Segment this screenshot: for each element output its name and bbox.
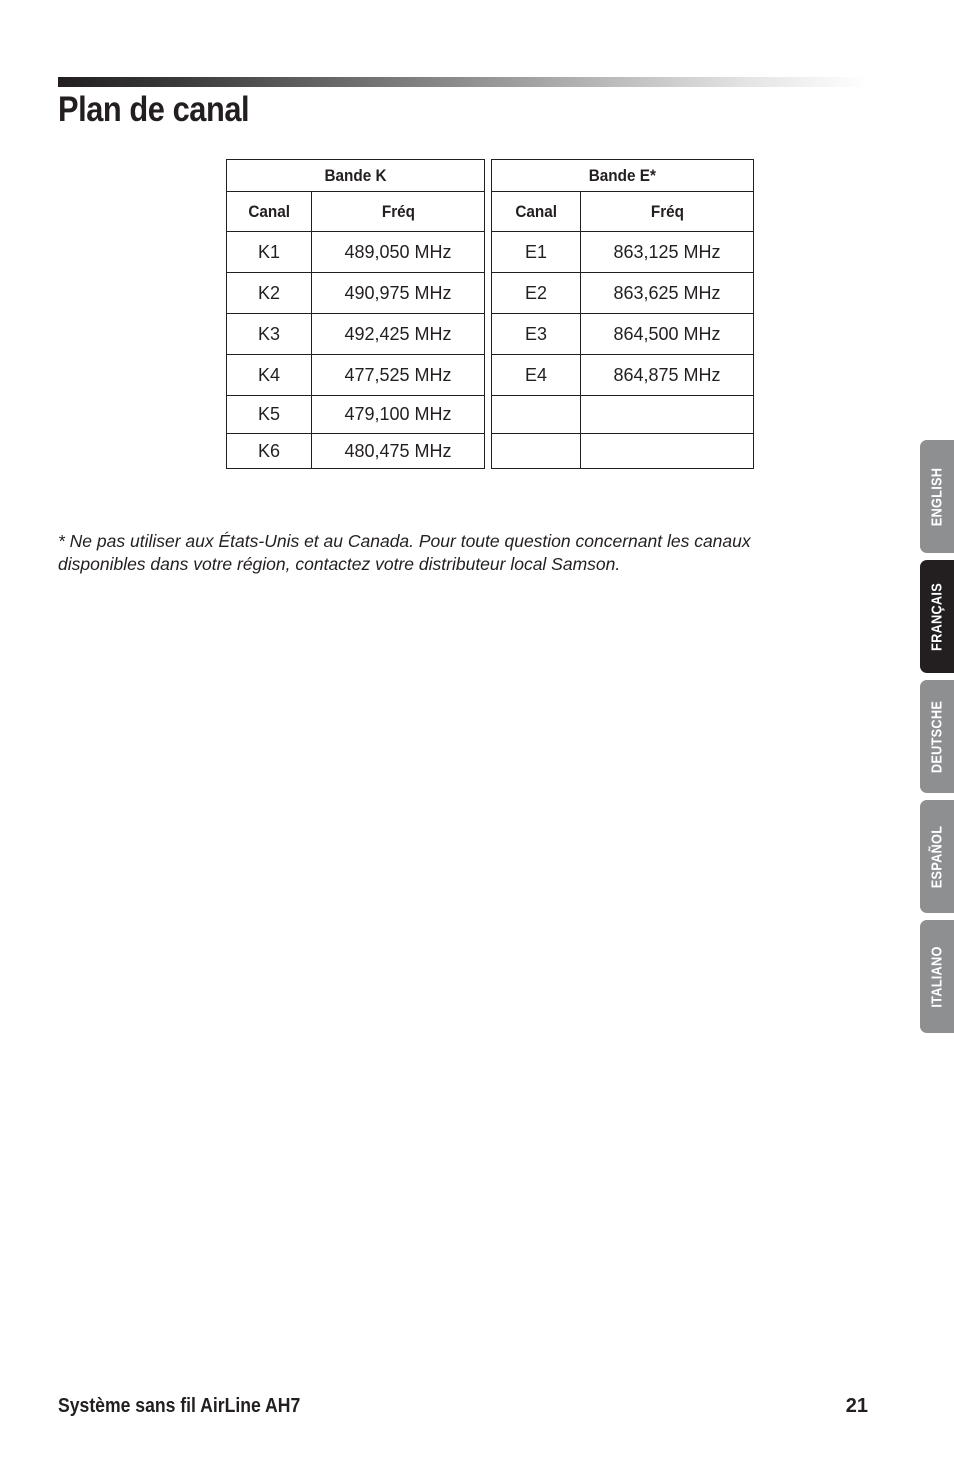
language-tab-italiano[interactable]: [920, 920, 954, 1033]
channel-cell: K1: [227, 232, 312, 273]
table-row: [227, 396, 485, 434]
table-row: [227, 434, 485, 469]
language-tab-espanol[interactable]: [920, 800, 954, 913]
frequency-cell: 477,525 MHz: [312, 355, 485, 396]
language-tab-deutsche[interactable]: [920, 680, 954, 793]
frequency-cell: [581, 396, 754, 434]
table-row: [492, 434, 754, 469]
frequency-cell: 492,425 MHz: [312, 314, 485, 355]
table-row: [227, 355, 485, 396]
frequency-cell: 864,875 MHz: [581, 355, 754, 396]
frequency-cell: 480,475 MHz: [312, 434, 485, 469]
frequency-cell: 863,125 MHz: [581, 232, 754, 273]
channel-cell: K3: [227, 314, 312, 355]
channel-cell: K2: [227, 273, 312, 314]
table-row: [227, 232, 485, 273]
column-header-canal: Canal: [227, 192, 312, 232]
language-tab-english[interactable]: [920, 440, 954, 553]
band-e-title: Bande E*: [492, 160, 754, 192]
footnote: * Ne pas utiliser aux États-Unis et au Canada. Pour toute question concernant les canaux disponibles dans votre région, contactez votre distributeur local Samson.: [58, 531, 751, 574]
channel-cell: E4: [492, 355, 581, 396]
language-tab-label: FRANÇAIS: [928, 582, 946, 651]
channel-cell: E1: [492, 232, 581, 273]
column-header-freq: Fréq: [312, 192, 485, 232]
column-header-canal: Canal: [492, 192, 581, 232]
table-row: [492, 232, 754, 273]
frequency-cell: 490,975 MHz: [312, 273, 485, 314]
page-title: Plan de canal: [58, 90, 250, 129]
frequency-cell: 479,100 MHz: [312, 396, 485, 434]
column-header-freq: Fréq: [581, 192, 754, 232]
language-tab-francais[interactable]: [920, 560, 954, 673]
page-number: 21: [845, 1395, 868, 1417]
frequency-cell: 489,050 MHz: [312, 232, 485, 273]
table-row: [492, 396, 754, 434]
frequency-cell: 863,625 MHz: [581, 273, 754, 314]
channel-cell: K6: [227, 434, 312, 469]
band-k-table: [226, 159, 485, 469]
frequency-cell: [581, 434, 754, 469]
channel-cell: [492, 434, 581, 469]
channel-cell: K5: [227, 396, 312, 434]
channel-cell: [492, 396, 581, 434]
band-k-title: Bande K: [227, 160, 485, 192]
table-row: [492, 314, 754, 355]
band-e-table: [491, 159, 754, 469]
language-tab-label: ENGLISH: [928, 467, 946, 526]
channel-cell: E2: [492, 273, 581, 314]
table-row: [492, 355, 754, 396]
language-tab-label: DEUTSCHE: [928, 700, 946, 773]
language-tab-label: ESPAÑOL: [928, 825, 946, 888]
channel-cell: E3: [492, 314, 581, 355]
table-row: [227, 314, 485, 355]
header-gradient-bar: [58, 77, 868, 87]
table-row: [492, 273, 754, 314]
language-tab-label: ITALIANO: [928, 945, 946, 1008]
frequency-cell: 864,500 MHz: [581, 314, 754, 355]
footer-title: Système sans fil AirLine AH7: [58, 1395, 301, 1417]
table-row: [227, 273, 485, 314]
channel-cell: K4: [227, 355, 312, 396]
